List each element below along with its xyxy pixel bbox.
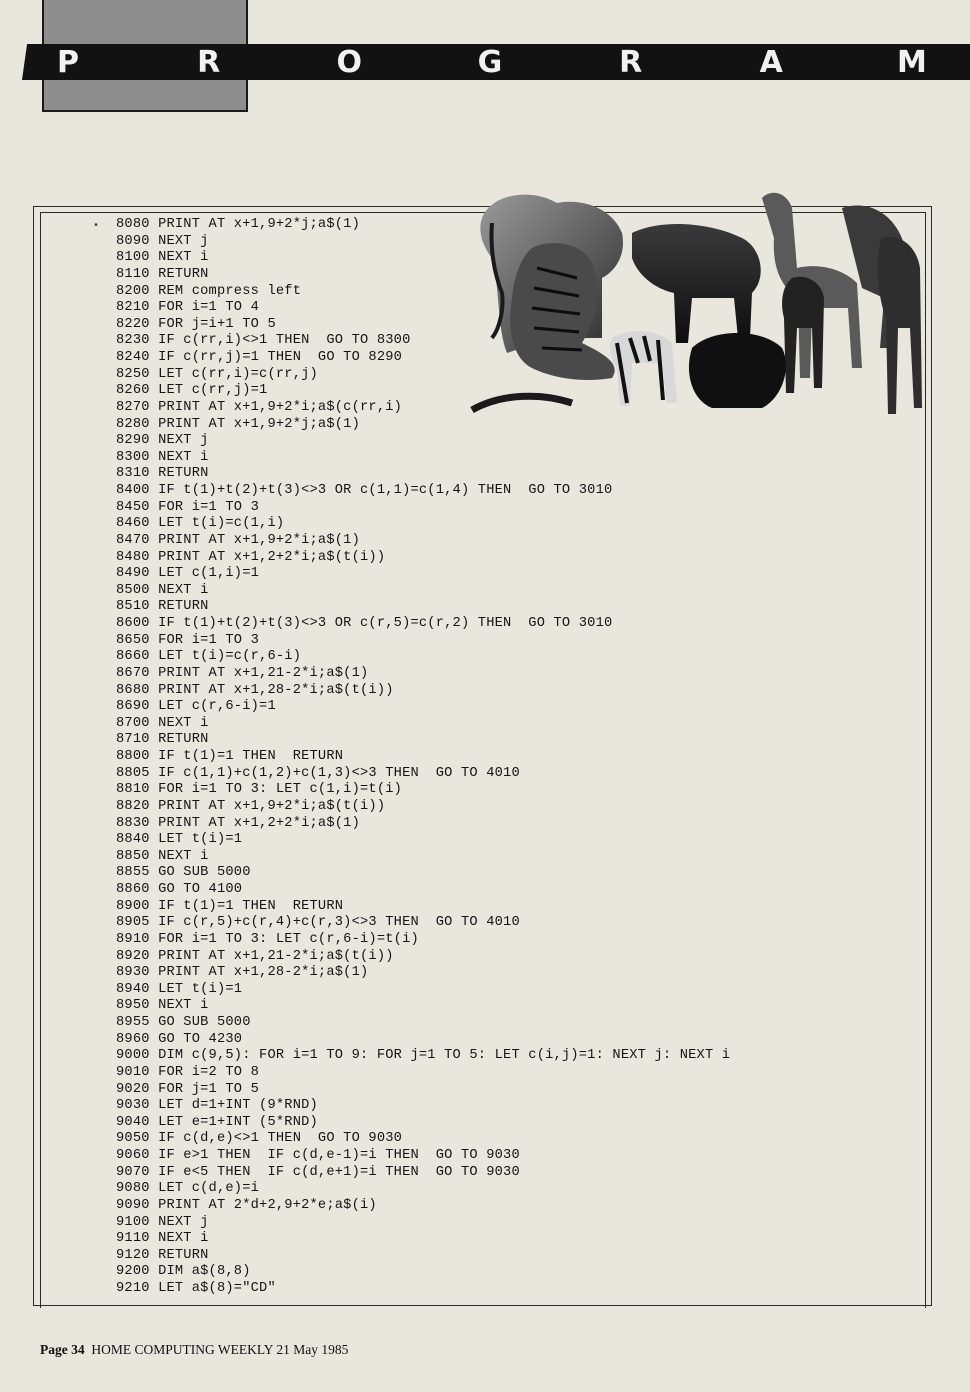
code-line: 8460 LET t(i)=c(1,i)	[116, 516, 285, 532]
code-line: 8855 GO SUB 5000	[116, 865, 251, 881]
code-line: 8200 REM compress left	[116, 283, 302, 299]
code-line: 8680 PRINT AT x+1,28-2*i;a$(t(i))	[116, 682, 394, 698]
code-line: 9020 FOR j=1 TO 5	[116, 1081, 260, 1097]
code-line: 8930 PRINT AT x+1,28-2*i;a$(1)	[116, 965, 369, 981]
code-line: 9070 IF e<5 THEN IF c(d,e+1)=i THEN GO TO 9030	[116, 1164, 520, 1180]
code-line: 9120 RETURN	[116, 1247, 209, 1263]
code-line: 8905 IF c(r,5)+c(r,4)+c(r,3)<>3 THEN GO TO 4010	[116, 915, 520, 931]
code-line: 8700 NEXT i	[116, 715, 209, 731]
banner-letter: M	[897, 44, 927, 80]
code-line: 8280 PRINT AT x+1,9+2*j;a$(1)	[116, 416, 361, 432]
code-line: 8805 IF c(1,1)+c(1,2)+c(1,3)<>3 THEN GO TO 4010	[116, 765, 520, 781]
code-line: 8250 LET c(rr,i)=c(rr,j)	[116, 366, 318, 382]
code-line: 8820 PRINT AT x+1,9+2*i;a$(t(i))	[116, 798, 386, 814]
banner-letter: O	[336, 44, 363, 80]
code-line: 8660 LET t(i)=c(r,6-i)	[116, 649, 302, 665]
code-line: 8500 NEXT i	[116, 582, 209, 598]
code-line: 8270 PRINT AT x+1,9+2*i;a$(c(rr,i)	[116, 399, 403, 415]
banner-letter: R	[619, 44, 643, 80]
banner-letter: G	[477, 44, 503, 80]
code-line: 8900 IF t(1)=1 THEN RETURN	[116, 898, 344, 914]
code-line: 8955 GO SUB 5000	[116, 1015, 251, 1030]
code-line: 8710 RETURN	[116, 732, 209, 748]
page-footer	[40, 1342, 348, 1358]
code-line: 8220 FOR j=i+1 TO 5	[116, 316, 276, 332]
code-line: 8510 RETURN	[116, 599, 209, 615]
banner-letter: R	[197, 44, 221, 80]
code-line: 9040 LET e=1+INT (5*RND)	[116, 1114, 318, 1130]
banner-letter: A	[759, 44, 783, 80]
code-line: 8670 PRINT AT x+1,21-2*i;a$(1)	[116, 665, 369, 681]
code-line: 9210 LET a$(8)="CD"	[116, 1281, 276, 1296]
publication-line: HOME COMPUTING WEEKLY 21 May 1985	[91, 1342, 349, 1357]
code-line: 9010 FOR i=2 TO 8	[116, 1064, 260, 1080]
code-line: 9110 NEXT i	[116, 1231, 209, 1247]
code-line: 8300 NEXT i	[116, 449, 209, 465]
code-line: 8210 FOR i=1 TO 4	[116, 300, 260, 316]
code-line: 9100 NEXT j	[116, 1214, 209, 1230]
code-line: 8480 PRINT AT x+1,2+2*i;a$(t(i))	[116, 549, 386, 565]
code-line: 8650 FOR i=1 TO 3	[116, 632, 260, 648]
code-line: 9050 IF c(d,e)<>1 THEN GO TO 9030	[116, 1131, 403, 1147]
code-line: 8920 PRINT AT x+1,21-2*i;a$(t(i))	[116, 948, 394, 964]
code-line: 8450 FOR i=1 TO 3	[116, 499, 260, 515]
code-line: 8810 FOR i=1 TO 3: LET c(1,i)=t(i)	[116, 782, 403, 798]
listing-marker-dot: •	[93, 220, 100, 231]
page-number: Page 34	[40, 1342, 85, 1357]
code-line: 8690 LET c(r,6-i)=1	[116, 699, 276, 715]
code-line: 8090 NEXT j	[116, 233, 209, 249]
code-line: 8110 RETURN	[116, 266, 209, 282]
code-line: 8490 LET c(1,i)=1	[116, 566, 260, 582]
code-line: 8600 IF t(1)+t(2)+t(3)<>3 OR c(r,5)=c(r,2) THEN GO TO 3010	[116, 616, 613, 631]
code-line: 8470 PRINT AT x+1,9+2*i;a$(1)	[116, 532, 361, 548]
program-banner-letters	[30, 44, 950, 80]
code-line: 8830 PRINT AT x+1,2+2*i;a$(1)	[116, 815, 361, 831]
code-line: 8260 LET c(rr,j)=1	[116, 383, 268, 399]
code-line: 9090 PRINT AT 2*d+2,9+2*e;a$(i)	[116, 1197, 377, 1213]
code-line: 8100 NEXT i	[116, 250, 209, 266]
code-line: 8230 IF c(rr,i)<>1 THEN GO TO 8300	[116, 333, 411, 349]
code-line: 8310 RETURN	[116, 466, 209, 482]
code-line: 9200 DIM a$(8,8)	[116, 1264, 251, 1280]
code-line: 8290 NEXT j	[116, 433, 209, 449]
code-line: 9030 LET d=1+INT (9*RND)	[116, 1098, 318, 1114]
banner-letter: P	[57, 44, 79, 80]
code-line: 8840 LET t(i)=1	[116, 832, 243, 848]
code-line: 9080 LET c(d,e)=i	[116, 1181, 260, 1197]
code-line: 8960 GO TO 4230	[116, 1031, 243, 1047]
code-line: 8800 IF t(1)=1 THEN RETURN	[116, 749, 344, 764]
code-line: 8850 NEXT i	[116, 848, 209, 864]
code-line: 8910 FOR i=1 TO 3: LET c(r,6-i)=t(i)	[116, 931, 419, 947]
code-line: 9000 DIM c(9,5): FOR i=1 TO 9: FOR j=1 TO 5: LET c(i,j)=1: NEXT j: NEXT i	[116, 1048, 731, 1064]
code-line: 9060 IF e>1 THEN IF c(d,e-1)=i THEN GO TO 9030	[116, 1148, 520, 1163]
code-line: 8860 GO TO 4100	[116, 882, 243, 897]
code-line: 8080 PRINT AT x+1,9+2*j;a$(1)	[116, 217, 361, 232]
code-line: 8240 IF c(rr,j)=1 THEN GO TO 8290	[116, 350, 403, 365]
code-line: 8940 LET t(i)=1	[116, 981, 243, 997]
animals-illustration-icon	[462, 178, 930, 428]
code-line: 8950 NEXT i	[116, 998, 209, 1014]
code-line: 8400 IF t(1)+t(2)+t(3)<>3 OR c(1,1)=c(1,4) THEN GO TO 3010	[116, 483, 613, 498]
